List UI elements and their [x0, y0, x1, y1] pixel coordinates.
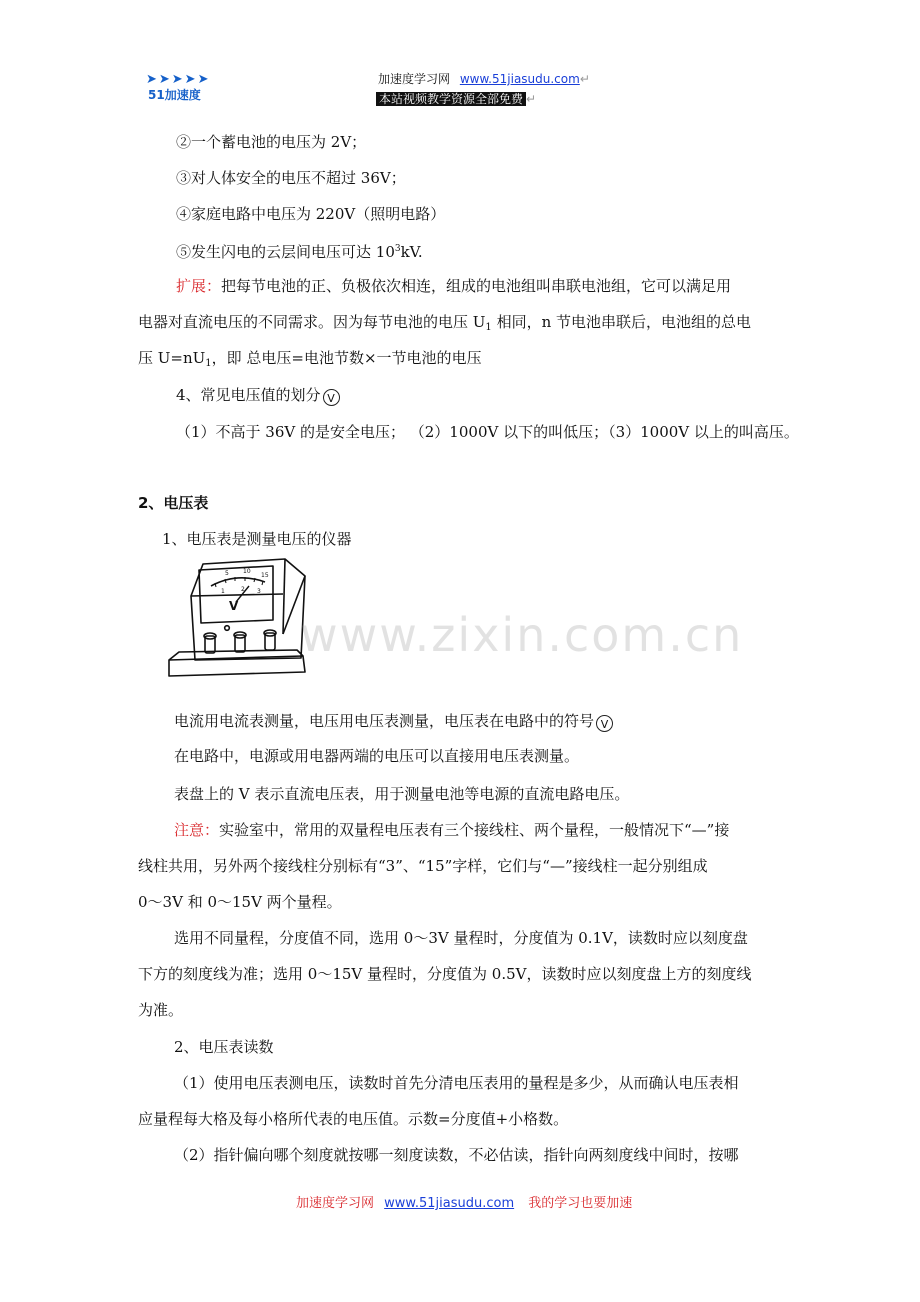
- subheading-1: 1、电压表是测量电压的仪器: [162, 530, 352, 548]
- item-4: ④家庭电路中电压为 220V（照明电路）: [176, 205, 446, 223]
- section-heading-voltmeter: 2、电压表: [138, 494, 209, 512]
- extension-text-3b: ，即 总电压=电池节数×一节电池的电压: [211, 349, 482, 367]
- note-line-2: 线柱共用，另外两个接线柱分别标有“3”、“15”字样，它们与“—”接线柱一起分别组成: [138, 857, 708, 875]
- extension-sub-1: 1: [485, 322, 492, 333]
- note-line-3: 0～3V 和 0～15V 两个量程。: [138, 893, 342, 911]
- item-5-unit: kV.: [400, 243, 423, 261]
- reading-1-line-2: 应量程每大格及每小格所代表的电压值。示数=分度值+小格数。: [138, 1110, 569, 1128]
- extension-text-2b: 相同，n 节电池串联后，电池组的总电: [491, 313, 751, 331]
- range-line-2: 下方的刻度线为准；选用 0～15V 量程时，分度值为 0.5V，读数时应以刻度盘上方的刻度线: [138, 965, 752, 983]
- scale-top-2: 10: [243, 568, 251, 575]
- dial-letter: V: [229, 599, 239, 613]
- voltmeter-drawing: [165, 556, 315, 686]
- voltmeter-illustration: [165, 556, 315, 686]
- point-4-title: [176, 384, 340, 406]
- note-line-1: [174, 819, 729, 841]
- item-2: ②一个蓄电池的电压为 2V；: [176, 133, 367, 151]
- logo-arrows-icon: ➤➤➤➤➤: [146, 72, 211, 87]
- header-site-link[interactable]: www.51jiasudu.com: [459, 72, 580, 86]
- range-line-3: 为准。: [138, 1001, 184, 1019]
- voltmeter-symbol-icon-2: V: [596, 715, 613, 732]
- header-banner: 本站视频教学资源全部免费: [376, 92, 526, 106]
- header: [140, 70, 600, 110]
- paragraph-3: 表盘上的 V 表示直流电压表，用于测量电池等电源的直流电路电压。: [174, 785, 630, 803]
- paragraph-1: [174, 710, 613, 732]
- reading-1-line-1: （1）使用电压表测电压，读数时首先分清电压表用的量程是多少，从而确认电压表相: [174, 1074, 739, 1092]
- logo-text: 51加速度: [148, 88, 201, 102]
- point-4-title-text: 4、常见电压值的划分: [176, 386, 321, 404]
- reading-2-line-1: （2）指针偏向哪个刻度就按哪一刻度读数，不必估读，指针向两刻度线中间时，按哪: [174, 1146, 739, 1164]
- item-5-sup: 3: [394, 244, 401, 254]
- scale-bottom-2: 2: [241, 586, 245, 593]
- header-return-mark-2: ↵: [526, 92, 537, 106]
- extension-sub-2: 1: [205, 358, 212, 369]
- note-label: 注意：: [174, 821, 220, 839]
- paragraph-2: 在电路中，电源或用电器两端的电压可以直接用电压表测量。: [174, 747, 580, 765]
- extension-text-1: 把每节电池的正、负极依次相连，组成的电池组叫串联电池组，它可以满足用: [221, 277, 732, 295]
- footer-slogan: 我的学习也要加速: [528, 1196, 633, 1211]
- item-5-text: ⑤发生闪电的云层间电压可达 10: [176, 243, 395, 261]
- scale-top-1: 5: [225, 570, 229, 577]
- header-banner-line: [376, 88, 536, 107]
- extension-line-1: [176, 275, 731, 297]
- watermark: www.zixin.com.cn: [300, 608, 744, 662]
- extension-label: 扩展：: [176, 277, 222, 295]
- scale-top-3: 15: [261, 572, 269, 579]
- footer-site-name: 加速度学习网: [296, 1196, 375, 1211]
- voltmeter-symbol-icon: V: [323, 389, 340, 406]
- footer: [296, 1192, 632, 1211]
- scale-bottom-3: 3: [257, 588, 261, 595]
- point-4-body: （1）不高于 36V 的是安全电压； （2）1000V 以下的叫低压；（3）1000V 以上的叫高压。: [176, 423, 799, 441]
- extension-line-3: [138, 347, 482, 375]
- extension-text-3: 压 U=nU: [138, 349, 206, 367]
- item-5: [176, 238, 423, 263]
- subheading-2: 2、电压表读数: [174, 1038, 274, 1056]
- footer-site-link[interactable]: www.51jiasudu.com: [384, 1196, 515, 1211]
- extension-line-2: [138, 311, 751, 339]
- header-site-line: [378, 71, 590, 87]
- header-site-name: 加速度学习网: [378, 72, 451, 86]
- note-text-1: 实验室中，常用的双量程电压表有三个接线柱、两个量程，一般情况下“—”接: [219, 821, 730, 839]
- paragraph-1-text: 电流用电流表测量，电压用电压表测量，电压表在电路中的符号: [174, 712, 595, 730]
- scale-bottom-1: 1: [221, 588, 225, 595]
- site-logo[interactable]: [142, 72, 222, 102]
- item-3: ③对人体安全的电压不超过 36V；: [176, 169, 406, 187]
- extension-text-2: 电器对直流电压的不同需求。因为每节电池的电压 U: [138, 313, 486, 331]
- header-return-mark: ↵: [579, 72, 590, 86]
- range-line-1: 选用不同量程，分度值不同，选用 0～3V 量程时，分度值为 0.1V，读数时应以刻度盘: [174, 929, 748, 947]
